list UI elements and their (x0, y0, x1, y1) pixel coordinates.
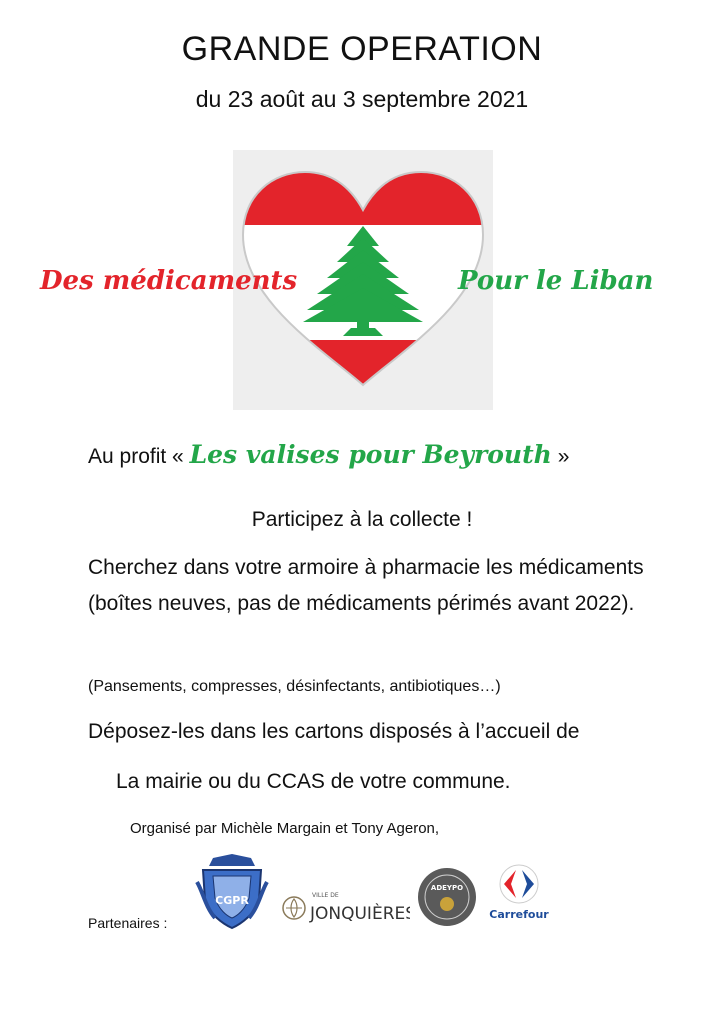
slogan-right: Pour le Liban (458, 266, 654, 296)
organizers: Organisé par Michèle Margain et Tony Ageron, (130, 820, 440, 837)
date-range: du 23 août au 3 septembre 2021 (195, 86, 529, 112)
cgpr-crest-icon (193, 852, 271, 930)
beneficiary-name: Les valises pour Beyrouth (189, 440, 552, 469)
adeypo-seal-icon (416, 866, 478, 928)
partners-label: Partenaires : (88, 915, 168, 931)
carrefour-logo-icon (486, 862, 552, 922)
beneficiary-line (88, 440, 569, 469)
carrefour-text: Carrefour (489, 908, 549, 921)
profit-suffix: » (557, 445, 570, 468)
cgpr-text: CGPR (215, 894, 249, 907)
examples-note: (Pansements, compresses, désinfectants, antibiotiques…) (88, 678, 501, 695)
instructions-paragraph: Cherchez dans votre armoire à pharmacie les médicaments (boîtes neuves, pas de médicaments périmés avant 2022). (88, 556, 644, 615)
jonquieres-emblem-icon (283, 897, 305, 919)
slogan-left: Des médicaments (40, 266, 298, 296)
jonquieres-logo (280, 886, 410, 930)
deposit-location: La mairie ou du CCAS de votre commune. (116, 770, 511, 793)
call-to-action: Participez à la collecte ! (251, 508, 473, 531)
jonquieres-text: JONQUIÈRES (310, 904, 410, 924)
deposit-instructions: Déposez-les dans les cartons disposés à l’accueil de (88, 720, 580, 743)
adeypo-text: ADEYPO (430, 884, 464, 892)
profit-prefix: Au profit « (88, 445, 184, 468)
page-title: GRANDE OPERATION (181, 30, 543, 68)
ville-de-text: VILLE DE (312, 892, 339, 899)
